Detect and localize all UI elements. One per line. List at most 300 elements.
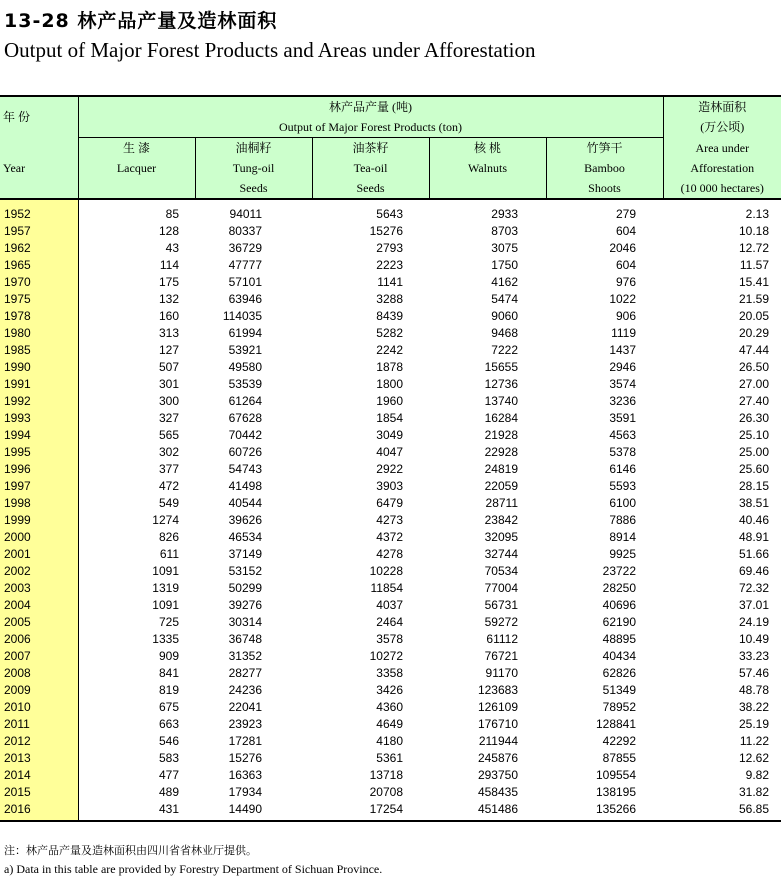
tung-oil-cell: 47777	[228, 258, 262, 272]
column-header-bamboo-en: Bamboo	[546, 158, 663, 178]
year-cell: 1985	[0, 342, 78, 359]
walnuts-cell: 9060	[491, 309, 518, 323]
walnuts-cell: 24819	[484, 462, 518, 476]
walnuts-cell: 211944	[478, 734, 518, 748]
table-row	[0, 733, 781, 750]
table-row	[0, 750, 781, 767]
table-row	[0, 199, 781, 223]
year-cell: 2014	[0, 767, 78, 784]
bamboo-cell: 23722	[602, 564, 637, 578]
tea-oil-cell: 1854	[376, 411, 403, 425]
column-header-bamboo: 竹笋干	[546, 138, 663, 159]
area-cell: 21.59	[738, 292, 770, 306]
tea-oil-cell: 5643	[376, 207, 403, 221]
year-cell: 2015	[0, 784, 78, 801]
tung-oil-cell: 37149	[228, 547, 262, 561]
tea-oil-cell: 1141	[377, 275, 403, 289]
table-row	[0, 801, 781, 821]
area-cell: 37.01	[738, 598, 770, 612]
lacquer-cell: 489	[158, 785, 179, 799]
column-header-walnuts-en2	[429, 178, 546, 199]
lacquer-cell: 546	[158, 734, 179, 748]
bamboo-cell: 28250	[602, 581, 637, 595]
area-cell: 57.46	[738, 666, 770, 680]
tea-oil-cell: 13718	[369, 768, 403, 782]
walnuts-cell: 28711	[485, 496, 518, 510]
column-header-lacquer: 生 漆	[78, 138, 195, 159]
walnuts-cell: 15655	[484, 360, 518, 374]
area-cell: 15.41	[738, 275, 770, 289]
tea-oil-cell: 1800	[376, 377, 403, 391]
table-row	[0, 223, 781, 240]
table-row	[0, 546, 781, 563]
table-row	[0, 393, 781, 410]
lacquer-cell: 725	[158, 615, 179, 629]
bamboo-cell: 279	[615, 207, 637, 221]
year-cell: 2012	[0, 733, 78, 750]
walnuts-cell: 176710	[477, 717, 518, 731]
year-cell: 1996	[0, 461, 78, 478]
tung-oil-cell: 22041	[228, 700, 262, 714]
tea-oil-cell: 4037	[376, 598, 403, 612]
year-cell: 2006	[0, 631, 78, 648]
table-row	[0, 665, 781, 682]
lacquer-cell: 301	[158, 377, 179, 391]
tea-oil-cell: 3578	[376, 632, 403, 646]
year-cell: 2004	[0, 597, 78, 614]
lacquer-cell: 1319	[152, 581, 179, 595]
year-header-spacer	[0, 138, 78, 159]
lacquer-cell: 549	[158, 496, 179, 510]
year-cell: 1970	[0, 274, 78, 291]
area-unit-chinese: (万公顷)	[663, 117, 781, 138]
table-row	[0, 359, 781, 376]
table-row	[0, 461, 781, 478]
table-row	[0, 512, 781, 529]
lacquer-cell: 663	[158, 717, 179, 731]
area-cell: 25.10	[738, 428, 770, 442]
walnuts-cell: 123683	[477, 683, 518, 697]
walnuts-cell: 13740	[484, 394, 518, 408]
tung-oil-cell: 36729	[228, 241, 262, 255]
year-cell: 1980	[0, 325, 78, 342]
area-cell: 51.66	[738, 547, 770, 561]
year-cell: 1995	[0, 444, 78, 461]
walnuts-cell: 32095	[484, 530, 518, 544]
tung-oil-cell: 31352	[228, 649, 262, 663]
tung-oil-cell: 17934	[228, 785, 262, 799]
tea-oil-cell: 5282	[376, 326, 403, 340]
walnuts-cell: 91170	[485, 666, 518, 680]
column-header-lacquer-en: Lacquer	[78, 158, 195, 178]
year-cell: 1952	[0, 199, 78, 223]
year-cell: 1991	[0, 376, 78, 393]
tea-oil-cell: 2242	[376, 343, 403, 357]
table-row	[0, 631, 781, 648]
year-cell: 2000	[0, 529, 78, 546]
bamboo-cell: 9925	[609, 547, 637, 561]
lacquer-cell: 1335	[152, 632, 179, 646]
year-cell: 1957	[0, 223, 78, 240]
walnuts-cell: 76721	[484, 649, 518, 663]
lacquer-cell: 313	[158, 326, 179, 340]
tung-oil-cell: 61994	[228, 326, 262, 340]
column-header-tea-oil-en2: Seeds	[312, 178, 429, 199]
year-cell: 2010	[0, 699, 78, 716]
tea-oil-cell: 4273	[376, 513, 403, 527]
table-row	[0, 308, 781, 325]
year-cell: 1978	[0, 308, 78, 325]
walnuts-cell: 70534	[484, 564, 518, 578]
tea-oil-cell: 4180	[376, 734, 403, 748]
bamboo-cell: 7886	[609, 513, 637, 527]
walnuts-cell: 16284	[484, 411, 518, 425]
lacquer-cell: 114	[159, 258, 179, 272]
walnuts-cell: 245876	[477, 751, 518, 765]
tea-oil-cell: 4047	[376, 445, 403, 459]
walnuts-cell: 56731	[484, 598, 518, 612]
tung-oil-cell: 17281	[228, 734, 262, 748]
table-row	[0, 597, 781, 614]
tung-oil-cell: 61264	[228, 394, 262, 408]
table-row	[0, 240, 781, 257]
tea-oil-cell: 11854	[370, 581, 403, 595]
table-row	[0, 682, 781, 699]
lacquer-cell: 472	[158, 479, 179, 493]
area-header-english-3: (10 000 hectares)	[663, 178, 781, 199]
area-cell: 69.46	[738, 564, 770, 578]
walnuts-cell: 8703	[491, 224, 518, 238]
bamboo-cell: 3574	[609, 377, 637, 391]
tung-oil-cell: 53921	[228, 343, 262, 357]
column-header-tung-oil-en2: Seeds	[195, 178, 312, 199]
area-cell: 27.00	[738, 377, 770, 391]
lacquer-cell: 477	[158, 768, 179, 782]
bamboo-cell: 62826	[602, 666, 637, 680]
tea-oil-cell: 3903	[376, 479, 403, 493]
bamboo-cell: 976	[615, 275, 637, 289]
area-cell: 72.32	[738, 581, 770, 595]
walnuts-cell: 21928	[484, 428, 518, 442]
tea-oil-cell: 2464	[376, 615, 403, 629]
table-row	[0, 257, 781, 274]
tea-oil-cell: 3358	[376, 666, 403, 680]
area-cell: 26.50	[738, 360, 770, 374]
bamboo-cell: 62190	[602, 615, 637, 629]
column-header-tung-oil-en: Tung-oil	[195, 158, 312, 178]
footnote-english: a) Data in this table are provided by Forestry Department of Sichuan Province.	[4, 862, 383, 876]
table-row	[0, 716, 781, 733]
bamboo-cell: 4563	[609, 428, 637, 442]
walnuts-cell: 61112	[486, 632, 518, 646]
area-cell: 11.22	[739, 734, 770, 748]
tea-oil-cell: 4649	[376, 717, 403, 731]
table-row	[0, 410, 781, 427]
tung-oil-cell: 23923	[228, 717, 262, 731]
table-row	[0, 342, 781, 359]
area-cell: 11.57	[739, 258, 770, 272]
bamboo-cell: 8914	[609, 530, 637, 544]
walnuts-cell: 1750	[491, 258, 518, 272]
tea-oil-cell: 6479	[376, 496, 403, 510]
tea-oil-cell: 4360	[376, 700, 403, 714]
lacquer-cell: 302	[158, 445, 179, 459]
area-cell: 26.30	[738, 411, 770, 425]
table-row	[0, 376, 781, 393]
area-cell: 12.62	[738, 751, 770, 765]
tea-oil-cell: 2223	[376, 258, 403, 272]
area-cell: 48.78	[738, 683, 770, 697]
products-group-header-english: Output of Major Forest Products (ton)	[78, 117, 663, 138]
bamboo-cell: 78952	[602, 700, 637, 714]
tung-oil-cell: 16363	[228, 768, 262, 782]
walnuts-cell: 458435	[477, 785, 518, 799]
year-cell: 1994	[0, 427, 78, 444]
tea-oil-cell: 3426	[376, 683, 403, 697]
table-row	[0, 325, 781, 342]
area-cell: 38.51	[738, 496, 770, 510]
lacquer-cell: 43	[165, 241, 179, 255]
bamboo-cell: 604	[615, 224, 637, 238]
bamboo-cell: 5593	[609, 479, 637, 493]
walnuts-cell: 4162	[491, 275, 518, 289]
area-header-chinese: 造林面积	[663, 96, 781, 117]
table-row	[0, 291, 781, 308]
area-header-english-2: Afforestation	[663, 158, 781, 178]
table-row	[0, 648, 781, 665]
lacquer-cell: 819	[158, 683, 179, 697]
tung-oil-cell: 94011	[229, 207, 262, 221]
tung-oil-cell: 53152	[228, 564, 262, 578]
walnuts-cell: 3075	[491, 241, 518, 255]
table-row	[0, 614, 781, 631]
lacquer-cell: 675	[158, 700, 179, 714]
area-header-english-1: Area under	[663, 138, 781, 159]
walnuts-cell: 293750	[477, 768, 518, 782]
tea-oil-cell: 10228	[369, 564, 403, 578]
tea-oil-cell: 2793	[376, 241, 403, 255]
lacquer-cell: 132	[158, 292, 179, 306]
bamboo-cell: 138195	[595, 785, 637, 799]
walnuts-cell: 22928	[484, 445, 518, 459]
table-row	[0, 274, 781, 291]
bamboo-cell: 906	[615, 309, 637, 323]
bamboo-cell: 87855	[602, 751, 637, 765]
year-header-english: Year	[0, 158, 78, 178]
bamboo-cell: 5378	[609, 445, 637, 459]
tung-oil-cell: 57101	[228, 275, 262, 289]
lacquer-cell: 826	[158, 530, 179, 544]
year-cell: 2013	[0, 750, 78, 767]
tung-oil-cell: 39276	[228, 598, 262, 612]
walnuts-cell: 32744	[484, 547, 518, 561]
column-header-bamboo-en2: Shoots	[546, 178, 663, 199]
area-cell: 12.72	[738, 241, 770, 255]
year-cell: 1997	[0, 478, 78, 495]
tung-oil-cell: 63946	[228, 292, 262, 306]
year-cell: 1999	[0, 512, 78, 529]
tung-oil-cell: 14490	[195, 801, 312, 821]
lacquer-cell: 85	[165, 207, 179, 221]
table-row	[0, 495, 781, 512]
year-cell: 1998	[0, 495, 78, 512]
area-cell: 47.44	[738, 343, 770, 357]
year-header-chinese: 年 份	[0, 96, 78, 138]
year-cell: 1962	[0, 240, 78, 257]
tea-oil-cell: 20708	[369, 785, 403, 799]
tea-oil-cell: 17254	[312, 801, 429, 821]
lacquer-cell: 1274	[152, 513, 179, 527]
tung-oil-cell: 54743	[228, 462, 262, 476]
area-cell: 25.60	[738, 462, 770, 476]
lacquer-cell: 377	[158, 462, 179, 476]
table-row	[0, 478, 781, 495]
tea-oil-cell: 8439	[376, 309, 403, 323]
area-cell: 2.13	[745, 207, 770, 221]
tea-oil-cell: 3288	[376, 292, 403, 306]
table-row	[0, 580, 781, 597]
tung-oil-cell: 49580	[228, 360, 262, 374]
year-cell: 2003	[0, 580, 78, 597]
bamboo-cell: 2046	[609, 241, 637, 255]
area-cell: 25.00	[738, 445, 770, 459]
lacquer-cell: 909	[158, 649, 179, 663]
walnuts-cell: 77004	[484, 581, 518, 595]
walnuts-cell: 451486	[429, 801, 546, 821]
lacquer-cell: 841	[158, 666, 179, 680]
lacquer-cell: 160	[158, 309, 179, 323]
area-cell: 20.05	[738, 309, 770, 323]
bamboo-cell: 51349	[602, 683, 637, 697]
table-row	[0, 784, 781, 801]
tung-oil-cell: 114035	[222, 309, 262, 323]
tea-oil-cell: 2922	[376, 462, 403, 476]
year-cell: 2008	[0, 665, 78, 682]
column-header-lacquer-en2	[78, 178, 195, 199]
lacquer-cell: 128	[158, 224, 179, 238]
year-cell: 1965	[0, 257, 78, 274]
table-title-chinese: 13-28 林产品产量及造林面积	[4, 10, 278, 32]
lacquer-cell: 175	[158, 275, 179, 289]
tung-oil-cell: 28277	[228, 666, 262, 680]
year-cell: 2001	[0, 546, 78, 563]
footnote-chinese: 注：林产品产量及造林面积由四川省省林业厅提供。	[4, 844, 257, 857]
year-cell: 2009	[0, 682, 78, 699]
column-header-tea-oil: 油茶籽	[312, 138, 429, 159]
tea-oil-cell: 15276	[369, 224, 403, 238]
forest-products-table	[0, 95, 781, 822]
area-cell: 28.15	[738, 479, 770, 493]
tea-oil-cell: 4372	[376, 530, 403, 544]
area-cell: 20.29	[738, 326, 770, 340]
table-row	[0, 529, 781, 546]
tung-oil-cell: 70442	[228, 428, 262, 442]
tung-oil-cell: 15276	[228, 751, 262, 765]
tung-oil-cell: 36748	[228, 632, 262, 646]
tung-oil-cell: 41498	[228, 479, 262, 493]
lacquer-cell: 1091	[152, 564, 179, 578]
area-cell: 9.82	[745, 768, 770, 782]
table-title-english: Output of Major Forest Products and Areas under Afforestation	[4, 38, 536, 62]
area-cell: 25.19	[738, 717, 770, 731]
tung-oil-cell: 30314	[228, 615, 262, 629]
tung-oil-cell: 24236	[228, 683, 262, 697]
walnuts-cell: 126109	[477, 700, 518, 714]
lacquer-cell: 127	[158, 343, 179, 357]
year-cell: 2011	[0, 716, 78, 733]
bamboo-cell: 48895	[602, 632, 637, 646]
column-header-walnuts-en: Walnuts	[429, 158, 546, 178]
bamboo-cell: 604	[615, 258, 637, 272]
tung-oil-cell: 80337	[228, 224, 262, 238]
table-row	[0, 699, 781, 716]
area-cell: 40.46	[738, 513, 770, 527]
table-row	[0, 427, 781, 444]
area-cell: 48.91	[738, 530, 770, 544]
walnuts-cell: 7222	[491, 343, 518, 357]
year-cell: 1975	[0, 291, 78, 308]
area-cell: 33.23	[738, 649, 770, 663]
year-cell: 1993	[0, 410, 78, 427]
lacquer-cell: 300	[158, 394, 179, 408]
bamboo-cell: 6100	[609, 496, 637, 510]
tea-oil-cell: 1878	[376, 360, 403, 374]
tung-oil-cell: 53539	[228, 377, 262, 391]
walnuts-cell: 22059	[484, 479, 518, 493]
table-row	[0, 563, 781, 580]
bamboo-cell: 42292	[602, 734, 637, 748]
bamboo-cell: 1119	[611, 326, 637, 340]
column-header-tung-oil: 油桐籽	[195, 138, 312, 159]
tea-oil-cell: 5361	[376, 751, 403, 765]
area-cell: 38.22	[738, 700, 770, 714]
bamboo-cell: 40434	[602, 649, 637, 663]
products-group-header-chinese: 林产品产量 (吨)	[78, 96, 663, 117]
year-cell: 1992	[0, 393, 78, 410]
lacquer-cell: 431	[78, 801, 195, 821]
tung-oil-cell: 67628	[228, 411, 262, 425]
year-cell: 2007	[0, 648, 78, 665]
walnuts-cell: 5474	[491, 292, 518, 306]
tung-oil-cell: 60726	[228, 445, 262, 459]
walnuts-cell: 2933	[491, 207, 518, 221]
table-row	[0, 767, 781, 784]
bamboo-cell: 1437	[609, 343, 637, 357]
bamboo-cell: 135266	[546, 801, 663, 821]
year-cell: 2016	[0, 801, 78, 821]
table-row	[0, 444, 781, 461]
tung-oil-cell: 46534	[228, 530, 262, 544]
tea-oil-cell: 10272	[369, 649, 403, 663]
tung-oil-cell: 39626	[228, 513, 262, 527]
area-cell: 27.40	[738, 394, 770, 408]
tea-oil-cell: 4278	[376, 547, 403, 561]
tea-oil-cell: 3049	[376, 428, 403, 442]
lacquer-cell: 565	[158, 428, 179, 442]
year-cell: 2002	[0, 563, 78, 580]
area-cell: 10.49	[738, 632, 770, 646]
area-cell: 24.19	[738, 615, 770, 629]
lacquer-cell: 507	[158, 360, 179, 374]
lacquer-cell: 583	[158, 751, 179, 765]
column-header-walnuts: 核 桃	[429, 138, 546, 159]
lacquer-cell: 1091	[152, 598, 179, 612]
bamboo-cell: 3236	[609, 394, 637, 408]
walnuts-cell: 23842	[484, 513, 518, 527]
tung-oil-cell: 40544	[228, 496, 262, 510]
area-cell: 56.85	[663, 801, 781, 821]
tung-oil-cell: 50299	[228, 581, 262, 595]
